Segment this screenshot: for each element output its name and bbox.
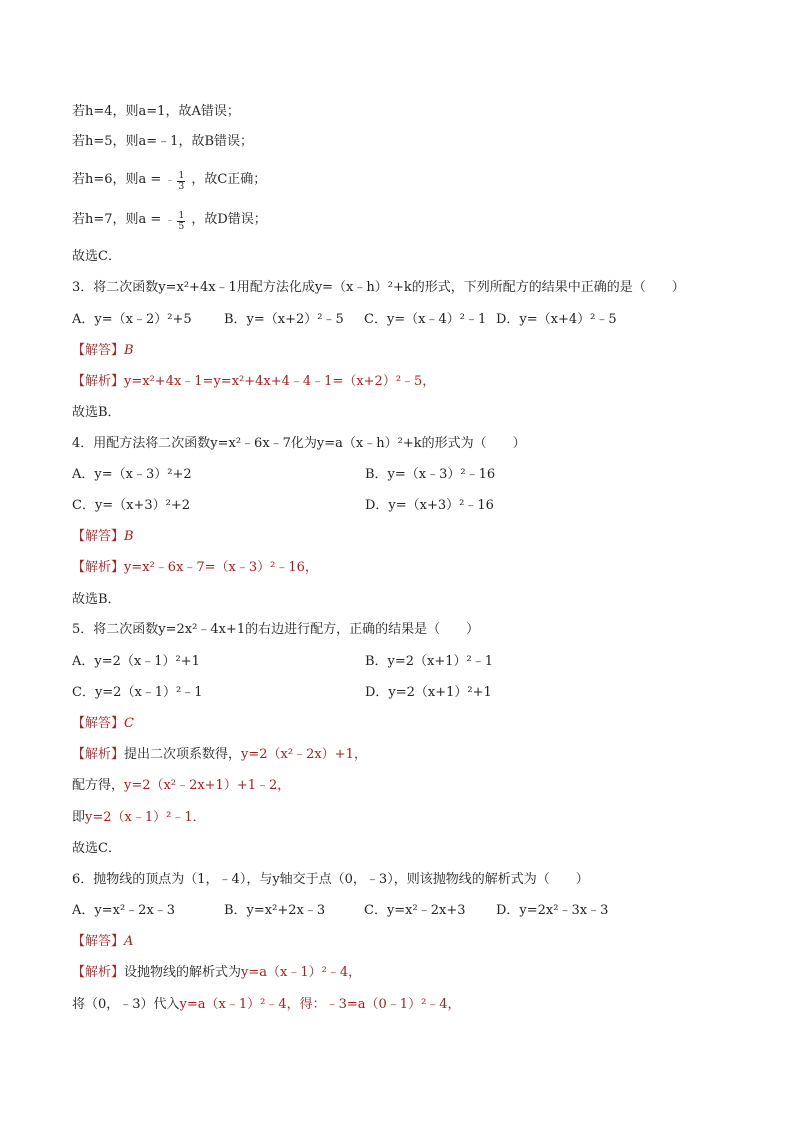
option-c: C．y=（x+3）²+2 xyxy=(72,498,191,513)
option-d: D．y=（x+4）²﹣5 xyxy=(496,312,617,327)
question-4-options-row1 xyxy=(72,465,722,485)
answer-tag: 【解答】 xyxy=(72,716,125,731)
option-a: A．y=2（x﹣1）²+1 xyxy=(72,654,200,669)
fraction-sign: ﹣ xyxy=(165,216,175,226)
question-5-options-row1 xyxy=(72,652,722,672)
text-line: 故选C． xyxy=(72,249,121,264)
text-segment: ，故C正确； xyxy=(191,172,267,187)
analysis-3 xyxy=(72,372,435,392)
option-c: C．y=（x﹣4）²﹣1 xyxy=(364,312,487,327)
analysis-text: 即 xyxy=(72,810,86,825)
answer-5 xyxy=(72,714,134,734)
question-5-options-row2 xyxy=(72,683,722,703)
text-line: 若h=5，则a=﹣1，故B错误； xyxy=(72,134,254,149)
answer-value: C xyxy=(124,716,134,731)
answer-tag: 【解答】 xyxy=(72,934,125,949)
question-6-stem: 6．抛物线的顶点为（1，﹣4），与y轴交于点（0，﹣3），则该抛物线的解析式为（ ） xyxy=(72,872,589,887)
text-line xyxy=(72,170,266,190)
analysis-6-line2 xyxy=(72,995,461,1015)
option-d: D．y=2x²﹣3x﹣3 xyxy=(496,903,609,918)
answer-4 xyxy=(72,527,134,547)
option-b: B．y=（x﹣3）²﹣16 xyxy=(365,467,496,482)
answer-value: A xyxy=(124,934,134,949)
option-a: A．y=（x﹣2）²+5 xyxy=(72,312,192,327)
analysis-formula: y=2（x²﹣2x）+1， xyxy=(241,747,367,762)
text-line: 若h=4，则a=1，故A错误； xyxy=(72,104,240,119)
select-5: 故选C． xyxy=(72,841,121,856)
answer-tag: 【解答】 xyxy=(72,529,125,544)
option-b: B．y=2（x+1）²﹣1 xyxy=(365,654,494,669)
text-line xyxy=(72,210,267,230)
question-3-options xyxy=(72,310,722,330)
question-3-stem: 3．将二次函数y=x²+4x﹣1用配方法化成y=（x﹣h）²+k的形式，下列所配方的结果中正确的是（ ） xyxy=(72,280,685,295)
option-c: C．y=2（x﹣1）²﹣1 xyxy=(72,685,203,700)
fraction-sign: ﹣ xyxy=(165,176,175,186)
analysis-text: 配方得， xyxy=(72,778,125,793)
question-4-stem: 4．用配方法将二次函数y=x²﹣6x﹣7化为y=a（x﹣h）²+k的形式为（ ） xyxy=(72,436,526,451)
answer-tag: 【解答】 xyxy=(72,343,125,358)
analysis-6 xyxy=(72,963,361,983)
analysis-5-line3 xyxy=(72,808,206,828)
analysis-tag: 【解析】 xyxy=(72,965,125,980)
analysis-text: 将（0，﹣3）代入 xyxy=(72,997,180,1012)
option-a: A．y=（x﹣3）²+2 xyxy=(72,467,192,482)
analysis-text: 设抛物线的解析式为 xyxy=(124,965,242,980)
analysis-tag: 【解析】 xyxy=(72,560,125,575)
analysis-tag: 【解析】 xyxy=(72,374,125,389)
option-c: C．y=x²﹣2x+3 xyxy=(364,903,466,918)
analysis-text: 提出二次项系数得， xyxy=(124,747,242,762)
analysis-5-line2 xyxy=(72,776,290,796)
fraction-numerator: 1 xyxy=(178,170,185,181)
option-d: D．y=2（x+1）²+1 xyxy=(365,685,492,700)
fraction xyxy=(165,171,187,192)
text-segment: ，故D错误； xyxy=(191,212,267,227)
fraction-denominator: 5 xyxy=(178,221,185,232)
select-3: 故选B． xyxy=(72,405,121,420)
question-5-stem: 5．将二次函数y=2x²﹣4x+1的右边进行配方，正确的结果是（ ） xyxy=(72,622,480,637)
analysis-formula: y=2（x²﹣2x+1）+1﹣2， xyxy=(124,778,291,793)
analysis-formula: y=2（x﹣1）²﹣1． xyxy=(85,810,206,825)
text-segment: 若h=7，则a = xyxy=(72,212,162,227)
analysis-text: y=x²﹣6x﹣7=（x﹣3）²﹣16， xyxy=(124,560,318,575)
fraction-numerator: 1 xyxy=(178,210,185,221)
question-6-options xyxy=(72,901,722,921)
analysis-formula: y=a（x﹣1）²﹣4， xyxy=(241,965,362,980)
analysis-tag: 【解析】 xyxy=(72,747,125,762)
select-4: 故选B． xyxy=(72,592,121,607)
option-a: A．y=x²﹣2x﹣3 xyxy=(72,903,176,918)
fraction xyxy=(165,211,187,232)
option-b: B．y=x²+2x﹣3 xyxy=(224,903,326,918)
answer-6 xyxy=(72,932,133,952)
analysis-formula: y=a（x﹣1）²﹣4，得：﹣3=a（0﹣1）²﹣4， xyxy=(179,997,461,1012)
text-segment: 若h=6，则a = xyxy=(72,172,162,187)
answer-value: B xyxy=(124,529,134,544)
analysis-4 xyxy=(72,558,318,578)
answer-value: B xyxy=(124,343,134,358)
option-b: B．y=（x+2）²﹣5 xyxy=(224,312,344,327)
analysis-text: y=x²+4x﹣1=y=x²+4x+4﹣4﹣1=（x+2）²﹣5， xyxy=(124,374,436,389)
analysis-5 xyxy=(72,745,367,765)
answer-3 xyxy=(72,341,134,361)
fraction-denominator: 3 xyxy=(178,181,185,192)
question-4-options-row2 xyxy=(72,496,722,516)
option-d: D．y=（x+3）²﹣16 xyxy=(365,498,494,513)
